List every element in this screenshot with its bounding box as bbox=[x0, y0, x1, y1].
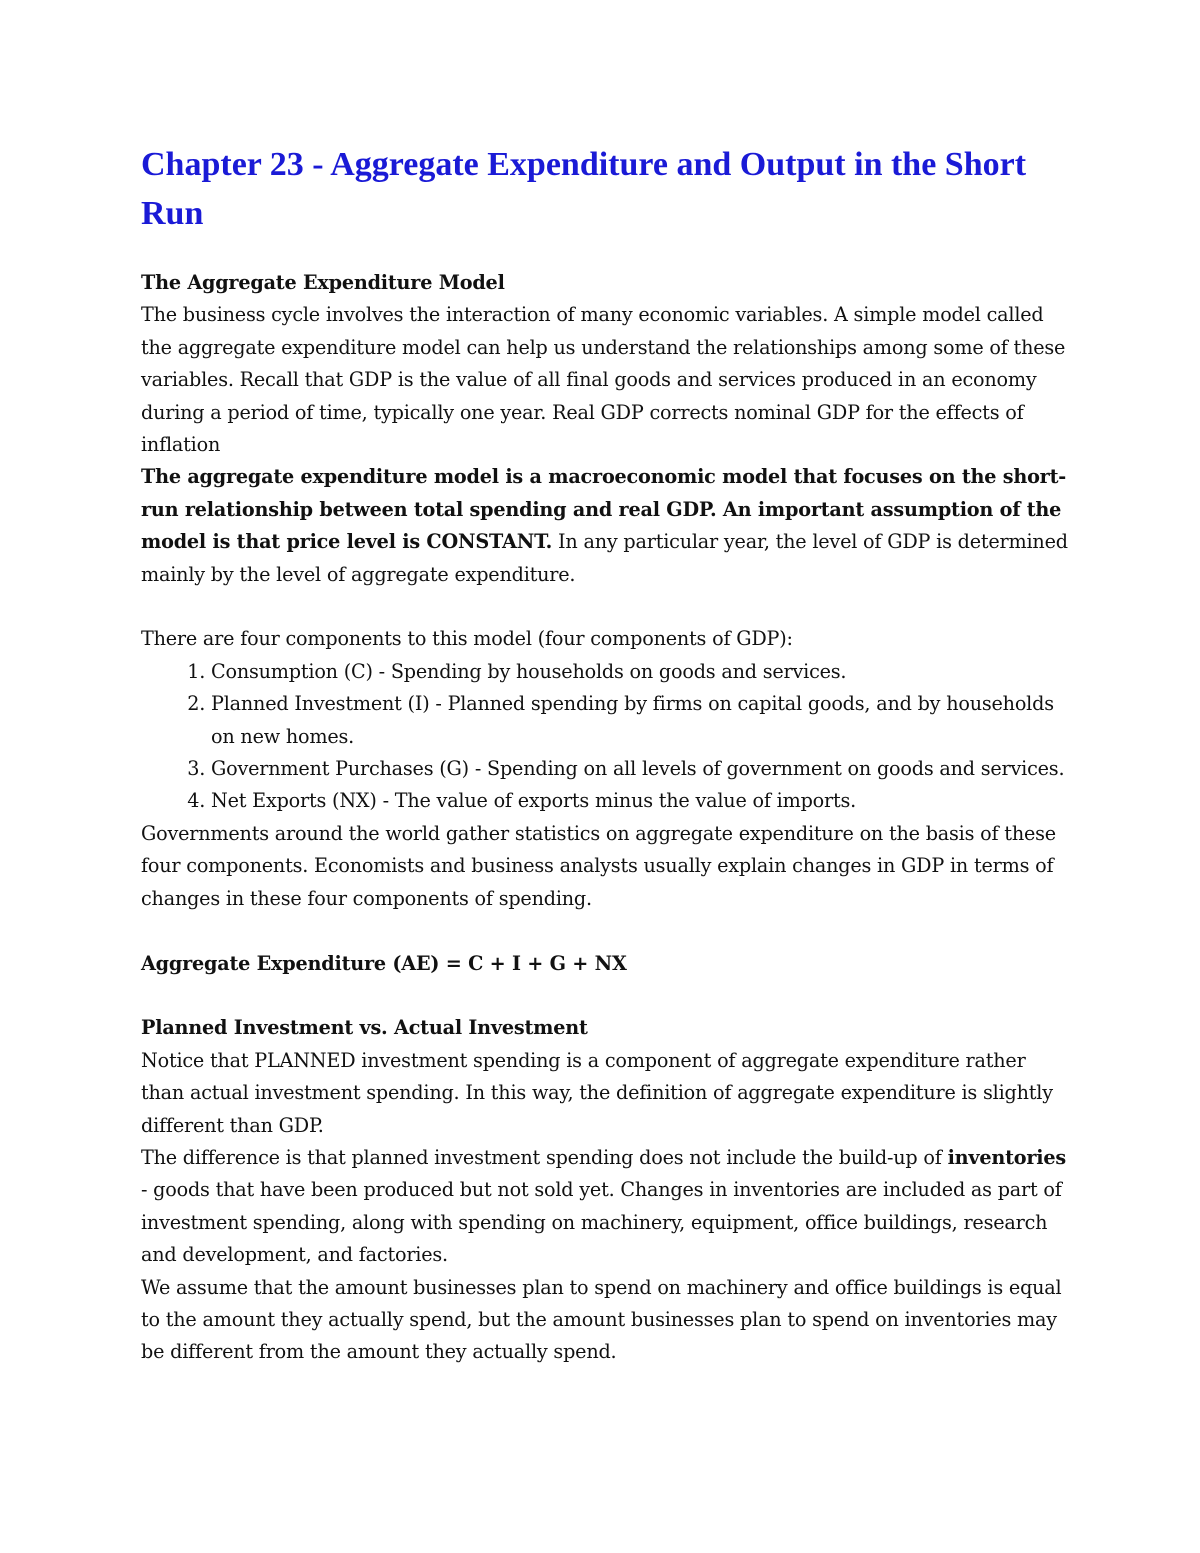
spacer bbox=[141, 591, 1071, 623]
inventories-end: - goods that have been produced but not sold yet. Changes in inventories are included as part of investment spending, along with spending on machinery, equipment, office buildings, research and development, and factories. bbox=[141, 1178, 1062, 1267]
components-intro: There are four components to this model (four components of GDP): bbox=[141, 627, 793, 651]
spacer bbox=[141, 915, 1071, 947]
list-item-planned-investment: 2. Planned Investment (I) - Planned spending by firms on capital goods, and by households on new homes. bbox=[211, 688, 1071, 753]
paragraph-planned-investment: Notice that PLANNED investment spending is a component of aggregate expenditure rather than actual investment spending. In this way, the definition of aggregate expenditure is slightly different than GDP. bbox=[141, 1048, 1053, 1137]
list-item-net-exports: 4. Net Exports (NX) - The value of exports minus the value of imports. bbox=[211, 785, 1071, 817]
formula-aggregate-expenditure: Aggregate Expenditure (AE) = C + I + G + NX bbox=[141, 951, 627, 975]
model-definition-continuation: In any particular year, the level of GDP is determined mainly by the level of aggregate expenditure. bbox=[141, 530, 1068, 586]
paragraph-statistics: Governments around the world gather statistics on aggregate expenditure on the basis of these four components. Economists and business analysts usually explain changes in GDP in terms of changes in these four components of spending. bbox=[141, 821, 1056, 910]
paragraph-inventories bbox=[141, 1142, 1071, 1272]
page-title: Chapter 23 - Aggregate Expenditure and Output in the Short Run bbox=[141, 146, 1027, 232]
bold-model-definition: The aggregate expenditure model is a macroeconomic model that focuses on the short-run relationship between total spending and real GDP. An important assumption of the model is that price level is CONSTANT. bbox=[141, 465, 1067, 554]
components-list bbox=[141, 656, 1071, 818]
paragraph-assumption: We assume that the amount businesses plan to spend on machinery and office buildings is equal to the amount they actually spend, but the amount businesses plan to spend on inventories may be different from the amount they actually spend. bbox=[141, 1275, 1062, 1364]
bold-inventories: inventories bbox=[947, 1145, 1066, 1169]
section-heading-planned-vs-actual: Planned Investment vs. Actual Investment bbox=[141, 1016, 588, 1040]
document-page bbox=[141, 140, 1071, 1369]
inventories-start: The difference is that planned investment spending does not include the build-up of bbox=[141, 1145, 948, 1169]
section-heading-aggregate-expenditure-model: The Aggregate Expenditure Model bbox=[141, 271, 505, 294]
list-item-government-purchases: 3. Government Purchases (G) - Spending on all levels of government on goods and services. bbox=[211, 753, 1071, 785]
list-item-consumption: 1. Consumption (C) - Spending by households on goods and services. bbox=[211, 656, 1071, 688]
paragraph-business-cycle: The business cycle involves the interaction of many economic variables. A simple model called the aggregate expenditure model can help us understand the relationships among some of these variables. Recall that GDP is the value of all final goods and services produced in an economy during a period of time, typically one year. Real GDP corrects nominal GDP for the effects of inflation bbox=[141, 303, 1066, 457]
spacer bbox=[141, 980, 1071, 1012]
paragraph-model-definition bbox=[141, 461, 1071, 591]
